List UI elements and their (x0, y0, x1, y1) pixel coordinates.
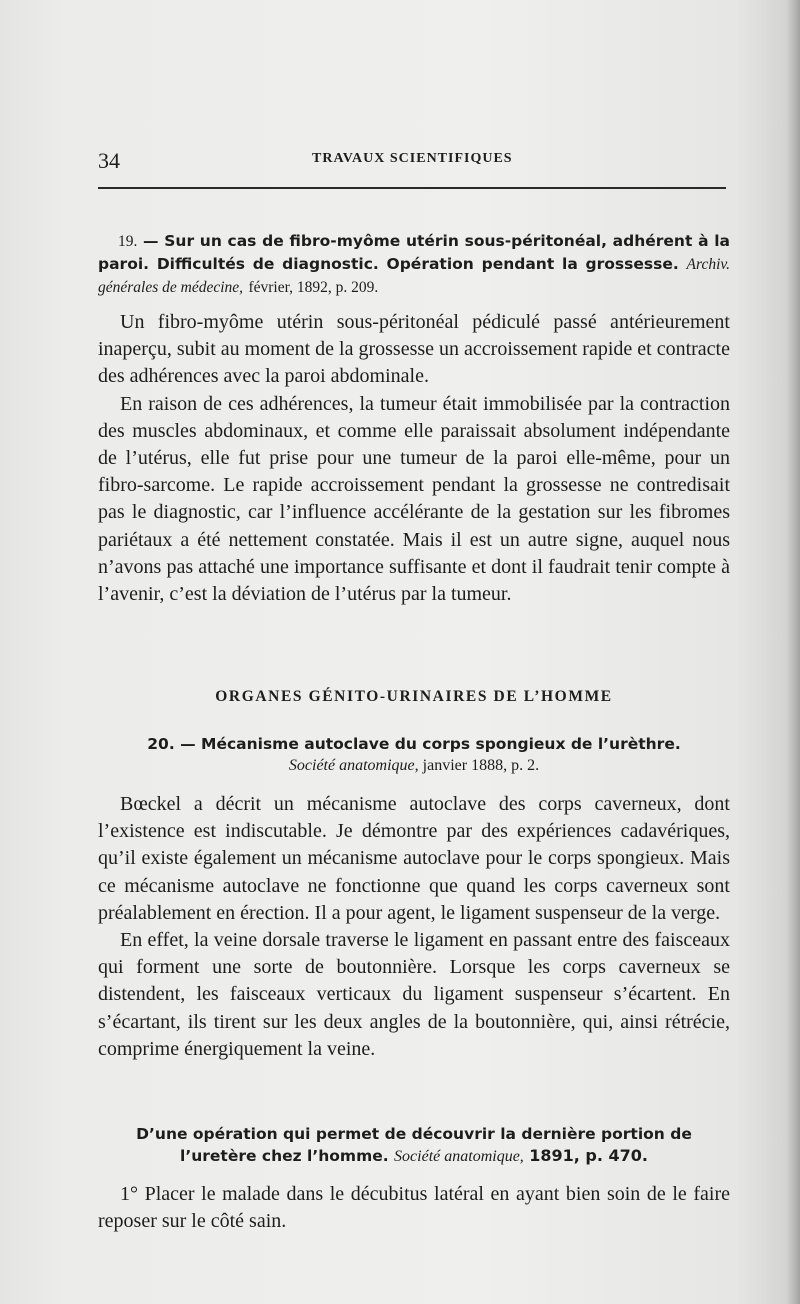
entry-19-number: 19. (118, 233, 138, 250)
entry-19-paragraph-2: En raison de ces adhérences, la tumeur était immobilisée par la contraction des muscles abdominaux, et comme elle paraissait absolument indépendante de l’utérus, elle fut prise pour une tumeur de la paroi elle-même, pour un fibro-sarcome. Le rapide accroissement pendant la grossesse ne contredisait pas le diagnostic, car l’influence accélérante de la gestation sur les fibromes pariétaux a été nettement constatée. Mais il est un autre signe, auquel nous n’avons pas attaché une importance suffisante et dont il faudrait tenir compte à l’avenir, c’est la déviation de l’utérus par la tumeur. (98, 392, 730, 606)
entry-20-paragraph-2: En effet, la veine dorsale traverse le ligament en passant entre des faisceaux qui forment une sorte de boutonnière. Lorsque les corps caverneux se distendent, les faisceaux verticaux du ligament suspenseur s’écartent. En s’écartant, ils tirent sur les deux angles de la boutonnière, qui, ainsi rétrécie, comprime énergiquement la veine. (98, 929, 730, 1060)
entry-19-date: février, 1892, p. 209. (248, 279, 379, 296)
entry-20-number: 20. (147, 735, 175, 753)
entry-19-heading: 19. — Sur un cas de fibro-myôme utérin sous-péritonéal, adhérent à la paroi. Difficultés de diagnostic. Opération pendant la grossesse. Archiv. générales de médecine, février, 1892, p. 209. (98, 232, 730, 296)
entry-19 (98, 230, 730, 299)
entry-20-heading: 20. — Mécanisme autoclave du corps spongieux de l’urèthre. (147, 735, 681, 753)
section-title: ORGANES GÉNITO-URINAIRES DE L’HOMME (215, 688, 613, 705)
entry-19-title: Sur un cas de fibro-myôme utérin sous-péritonéal, adhérent à la paroi. Difficultés de diagnostic. Opération pendant la grossesse. (98, 232, 730, 273)
entry-19-paragraph-1: Un fibro-myôme utérin sous-péritonéal pédiculé passé antérieurement inaperçu, subit au moment de la grossesse un accroissement rapide et contracte des adhérences avec la paroi abdominale. (98, 311, 730, 388)
header-rule (98, 187, 726, 189)
entry-20 (98, 733, 730, 777)
entry-20-date: janvier 1888, p. 2. (422, 757, 540, 774)
entry-21 (98, 1123, 730, 1168)
entry-20-body (98, 791, 730, 1063)
entry-19-body (98, 309, 730, 608)
entry-20-title: Mécanisme autoclave du corps spongieux de l’urèthre. (201, 735, 681, 753)
entry-19-journal: Archiv. générales de médecine, (98, 256, 730, 296)
entry-21-journal: Société anatomique, (394, 1148, 524, 1165)
page-spine-shadow (786, 0, 800, 1304)
entry-21-date: 1891, p. 470. (529, 1146, 648, 1165)
entry-20-paragraph-1: Bœckel a décrit un mécanisme autoclave des corps caverneux, dont l’existence est indiscutable. Je démontre par des expériences cadavériques, qu’il existe également un mécanisme autoclave pour le corps spongieux. Mais ce mécanisme autoclave ne fonctionne que quand les corps caverneux sont préalablement en érection. Il a pour agent, le ligament suspenseur de la verge. (98, 793, 730, 924)
page-header (98, 148, 728, 174)
running-title: TRAVAUX SCIENTIFIQUES (312, 151, 513, 166)
entry-21-paragraph: 1° Placer le malade dans le décubitus latéral en ayant bien soin de le faire reposer sur le côté sain. (98, 1183, 730, 1233)
entry-20-citation (98, 755, 730, 777)
entry-21-heading (98, 1123, 730, 1168)
entry-21-body (98, 1181, 730, 1235)
entry-20-journal: Société anatomique, (288, 757, 419, 774)
entry-21-title: D’une opération qui permet de découvrir la dernière portion de l’uretère chez l’homme. (136, 1125, 692, 1165)
page-number: 34 (98, 148, 120, 173)
